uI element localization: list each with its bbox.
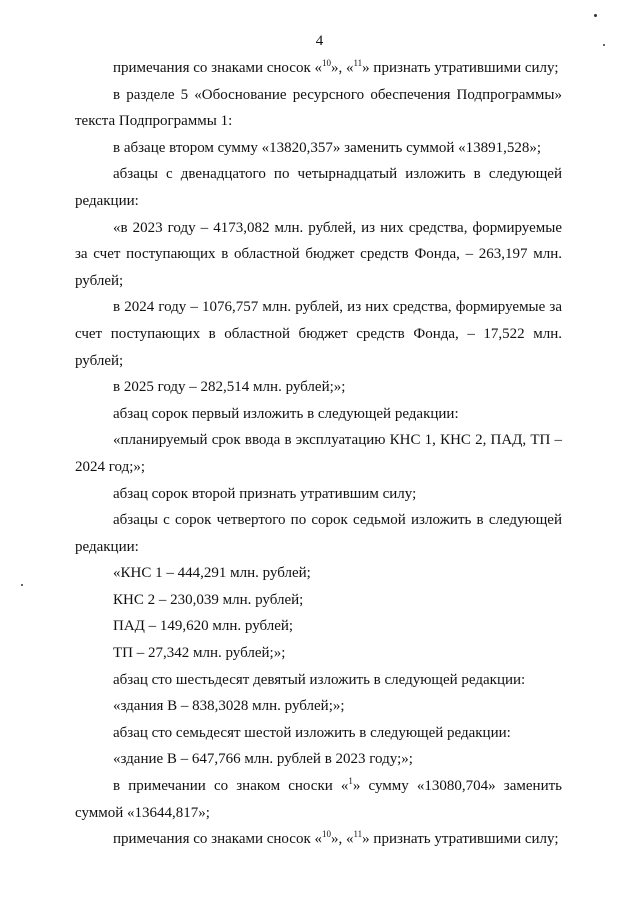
paragraph-building-v-1: «здания В – 838,3028 млн. рублей;»; bbox=[113, 698, 345, 715]
paragraph-section-5: в разделе 5 «Обоснование ресурсного обеспечения Подпрограммы» текста Подпрограммы 1: bbox=[75, 86, 562, 130]
scan-speck bbox=[594, 14, 597, 17]
paragraph-pad: ПАД – 149,620 млн. рублей; bbox=[113, 618, 294, 635]
paragraph-amend-12-14: абзацы с двенадцатого по четырнадцатый изложить в следующей редакции: bbox=[75, 166, 562, 209]
paragraph-sum-replace: в абзаце втором сумму «13820,357» заменить суммой «13891,528»; bbox=[113, 139, 542, 156]
footnote-mark: 11 bbox=[353, 58, 363, 68]
scan-speck bbox=[603, 44, 605, 46]
scan-speck bbox=[21, 584, 23, 586]
paragraph-footnotes-repeal-2: примечания со знаками сносок «$^{10}$», «$^{11}$» признать утратившими силу; bbox=[113, 829, 559, 848]
document-body bbox=[75, 55, 562, 853]
paragraph-2023: «в 2023 году – 4173,082 млн. рублей, из них средства, формируемые за счет поступающих в областной бюджет средств Фонда, – 263,197 млн. рублей; bbox=[75, 219, 562, 289]
paragraph-tp: ТП – 27,342 млн. рублей;»; bbox=[113, 645, 286, 662]
paragraph-kns2: КНС 2 – 230,039 млн. рублей; bbox=[113, 591, 304, 608]
paragraph-2025: в 2025 году – 282,514 млн. рублей;»; bbox=[113, 379, 346, 396]
paragraph-amend-176: абзац сто семьдесят шестой изложить в следующей редакции: bbox=[113, 724, 511, 741]
footnote-mark: 10 bbox=[322, 58, 331, 68]
paragraph-kns1: «КНС 1 – 444,291 млн. рублей; bbox=[113, 565, 311, 582]
paragraph-footnote-1-sum: в примечании со знаком сноски «$^1$» сумму «13080,704» заменить суммой «13644,817»; bbox=[75, 776, 562, 821]
paragraph-repeal-42: абзац сорок второй признать утратившим силу; bbox=[113, 485, 417, 502]
footnote-mark: 1 bbox=[348, 776, 353, 787]
paragraph-footnotes-repeal-1: примечания со знаками сносок «$^{10}$», «$^{11}$» признать утратившими силу; bbox=[113, 58, 559, 76]
paragraph-commissioning: «планируемый срок ввода в эксплуатацию КНС 1, КНС 2, ПАД, ТП – 2024 год;»; bbox=[75, 432, 562, 475]
page-number: 4 bbox=[315, 33, 324, 49]
footnote-mark: 10 bbox=[322, 829, 331, 840]
paragraph-amend-169: абзац сто шестьдесят девятый изложить в следующей редакции: bbox=[113, 671, 526, 688]
paragraph-amend-44-47: абзацы с сорок четвертого по сорок седьмой изложить в следующей редакции: bbox=[75, 512, 562, 555]
paragraph-building-v-2: «здание В – 647,766 млн. рублей в 2023 году;»; bbox=[113, 751, 413, 768]
paragraph-2024: в 2024 году – 1076,757 млн. рублей, из них средства, формируемые за счет поступающих в областной бюджет средств Фонда, – 17,522 млн. рублей; bbox=[75, 299, 562, 369]
paragraph-amend-41: абзац сорок первый изложить в следующей редакции: bbox=[113, 405, 459, 422]
footnote-mark: 11 bbox=[353, 829, 363, 840]
